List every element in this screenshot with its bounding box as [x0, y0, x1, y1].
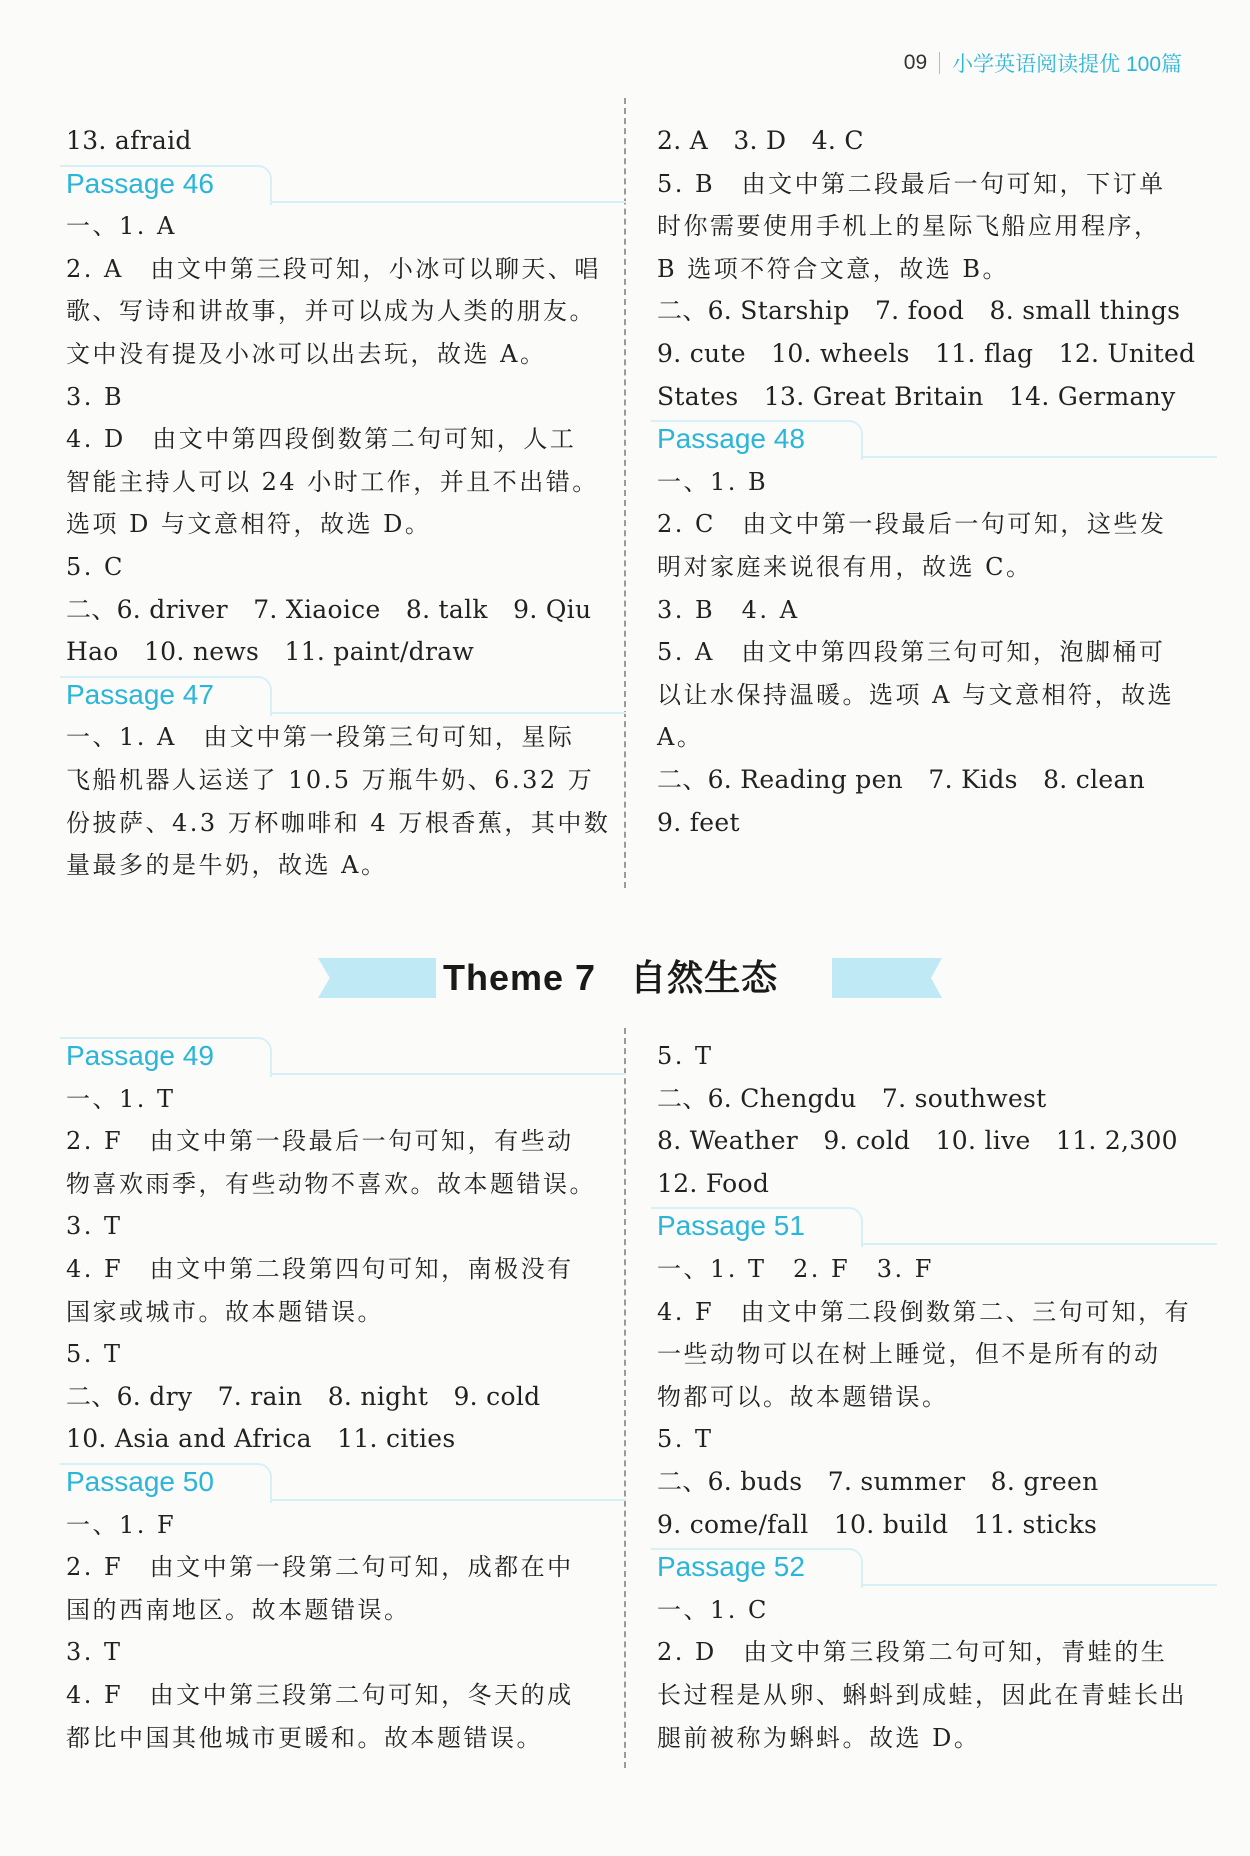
book-title: 小学英语阅读提优 100篇	[952, 53, 1182, 76]
answer-line: 明对家庭来说很有用，故选 C。	[657, 552, 1033, 581]
answer-line: 9. come/fall 10. build 11. sticks	[657, 1509, 1098, 1539]
passage-heading	[66, 163, 596, 206]
answer-line: 以让水保持温暖。选项 A 与文意相符，故选	[657, 680, 1175, 709]
answer-line: 一、1. C	[657, 1595, 769, 1624]
bottom-left-column	[66, 1035, 596, 1759]
answer-line: 4. F 由文中第二段第四句可知，南极没有	[66, 1254, 574, 1283]
passage-heading	[66, 1035, 596, 1078]
answer-line: 3. T	[66, 1212, 123, 1241]
answer-line: 5. T	[66, 1340, 123, 1369]
passage-title: Passage 52	[657, 1551, 805, 1583]
column-divider-top	[624, 98, 626, 888]
answer-line: 4. F 由文中第二段倒数第二、三句可知，有	[657, 1297, 1192, 1326]
answer-line: 2. F 由文中第一段第二句可知，成都在中	[66, 1553, 574, 1582]
answer-line: 一些动物可以在树上睡觉，但不是所有的动	[657, 1340, 1161, 1369]
answer-line: Hao 10. news 11. paint/draw	[66, 637, 475, 667]
passage-title: Passage 49	[66, 1040, 214, 1071]
answer-line: 10. Asia and Africa 11. cities	[66, 1424, 456, 1454]
answer-line: 二、6. Reading pen 7. Kids 8. clean	[657, 764, 1146, 794]
passage-title: Passage 46	[66, 167, 214, 199]
theme-label: Theme 7	[443, 957, 597, 998]
theme-band-left	[318, 958, 436, 998]
answer-line: 3. T	[66, 1638, 123, 1667]
answer-line: 9. cute 10. wheels 11. flag 12. United	[657, 338, 1196, 368]
answer-line: 一、1. A 由文中第一段第三句可知，星际	[66, 723, 575, 752]
answer-line: 选项 D 与文意相符，故选 D。	[66, 510, 432, 539]
theme-band-right	[832, 958, 942, 998]
page-header	[904, 48, 1182, 78]
answer-line: 5. C	[66, 552, 125, 581]
passage-heading-rule	[270, 712, 626, 714]
answer-line: 量最多的是牛奶，故选 A。	[66, 851, 388, 880]
answer-line: 一、1. T	[66, 1084, 176, 1113]
passage-heading-rule	[861, 1243, 1217, 1245]
answer-line: 一、1. F	[66, 1510, 177, 1539]
answer-line: 时你需要使用手机上的星际飞船应用程序，	[657, 212, 1161, 241]
answer-line: 文中没有提及小冰可以出去玩，故选 A。	[66, 339, 547, 368]
answer-line: 智能主持人可以 24 小时工作，并且不出错。	[66, 467, 599, 496]
answer-line: 3. B	[66, 382, 125, 411]
answer-line: 二、6. Starship 7. food 8. small things	[657, 296, 1181, 326]
bottom-right-column	[657, 1035, 1192, 1759]
passage-heading	[657, 418, 1187, 461]
answer-line: 5. T	[657, 1425, 714, 1454]
answer-line: 5. A 由文中第四段第三句可知，泡脚桶可	[657, 638, 1166, 667]
top-left-column	[66, 120, 611, 887]
answer-line: 都比中国其他城市更暖和。故本题错误。	[66, 1723, 543, 1752]
answer-line: 8. Weather 9. cold 10. live 11. 2,300	[657, 1126, 1178, 1156]
theme-name: 自然生态	[630, 957, 779, 998]
answer-line: 2. D 由文中第三段第二句可知，青蛙的生	[657, 1638, 1168, 1667]
answer-line: 5. T	[657, 1042, 714, 1070]
answer-line: 2. C 由文中第一段最后一句可知，这些发	[657, 510, 1167, 539]
answer-line: 4. F 由文中第三段第二句可知，冬天的成	[66, 1680, 574, 1709]
answer-line: 二、6. dry 7. rain 8. night 9. cold	[66, 1381, 541, 1411]
answer-line: 二、6. Chengdu 7. southwest	[657, 1083, 1047, 1113]
theme-banner	[0, 948, 1250, 1008]
answer-line: 3. B 4. A	[657, 595, 800, 624]
answer-line: 一、1. A	[66, 212, 177, 241]
answer-line: A。	[657, 723, 704, 752]
answer-line: 4. D 由文中第四段倒数第二句可知，人工	[66, 425, 577, 454]
answer-line: 2. A 3. D 4. C	[657, 126, 864, 155]
answer-line: 12. Food	[657, 1168, 770, 1198]
answer-line: 腿前被称为蝌蚪。故选 D。	[657, 1723, 981, 1752]
passage-heading	[66, 1461, 596, 1504]
passage-heading-rule	[270, 1499, 626, 1501]
answer-line: 国的西南地区。故本题错误。	[66, 1595, 411, 1624]
answer-line: 13. afraid	[66, 126, 192, 155]
answer-line: 歌、写诗和讲故事，并可以成为人类的朋友。	[66, 297, 596, 326]
passage-heading	[66, 674, 596, 717]
passage-title: Passage 48	[657, 423, 805, 455]
answer-line: States 13. Great Britain 14. Germany	[657, 381, 1176, 411]
passage-title: Passage 47	[66, 678, 214, 710]
page-number: 09	[903, 51, 928, 74]
answer-line: 物都可以。故本题错误。	[657, 1382, 949, 1411]
passage-title: Passage 50	[66, 1465, 214, 1497]
answer-line: 长过程是从卵、蝌蚪到成蛙，因此在青蛙长出	[657, 1680, 1187, 1709]
column-divider-bottom	[624, 1028, 626, 1768]
passage-heading-rule	[270, 1073, 626, 1075]
answer-line: B 选项不符合文意，故选 B。	[657, 254, 1010, 283]
answer-line: 5. B 由文中第二段最后一句可知，下订单	[657, 169, 1166, 198]
answer-line: 物喜欢雨季，有些动物不喜欢。故本题错误。	[66, 1169, 596, 1198]
answer-line: 9. feet	[657, 807, 740, 837]
answer-line: 一、1. B	[657, 467, 769, 496]
answer-line: 国家或城市。故本题错误。	[66, 1297, 384, 1326]
answer-line: 二、6. driver 7. Xiaoice 8. talk 9. Qiu	[66, 594, 592, 624]
answer-line: 二、6. buds 7. summer 8. green	[657, 1466, 1099, 1496]
answer-line: 份披萨、4.3 万杯咖啡和 4 万根香蕉，其中数	[66, 808, 611, 837]
answer-line: 一、1. T 2. F 3. F	[657, 1254, 934, 1283]
answer-line: 2. F 由文中第一段最后一句可知，有些动	[66, 1127, 574, 1156]
top-right-column	[657, 120, 1196, 844]
passage-heading	[657, 1205, 1187, 1248]
passage-heading-rule	[861, 456, 1217, 458]
theme-title	[443, 948, 778, 1008]
answer-line: 2. A 由文中第三段可知，小冰可以聊天、唱	[66, 254, 601, 283]
answer-line: 飞船机器人运送了 10.5 万瓶牛奶、6.32 万	[66, 765, 595, 794]
passage-heading-rule	[270, 201, 626, 203]
passage-heading-rule	[861, 1584, 1217, 1586]
header-divider	[939, 52, 940, 74]
passage-title: Passage 51	[657, 1210, 805, 1242]
passage-heading	[657, 1546, 1187, 1589]
